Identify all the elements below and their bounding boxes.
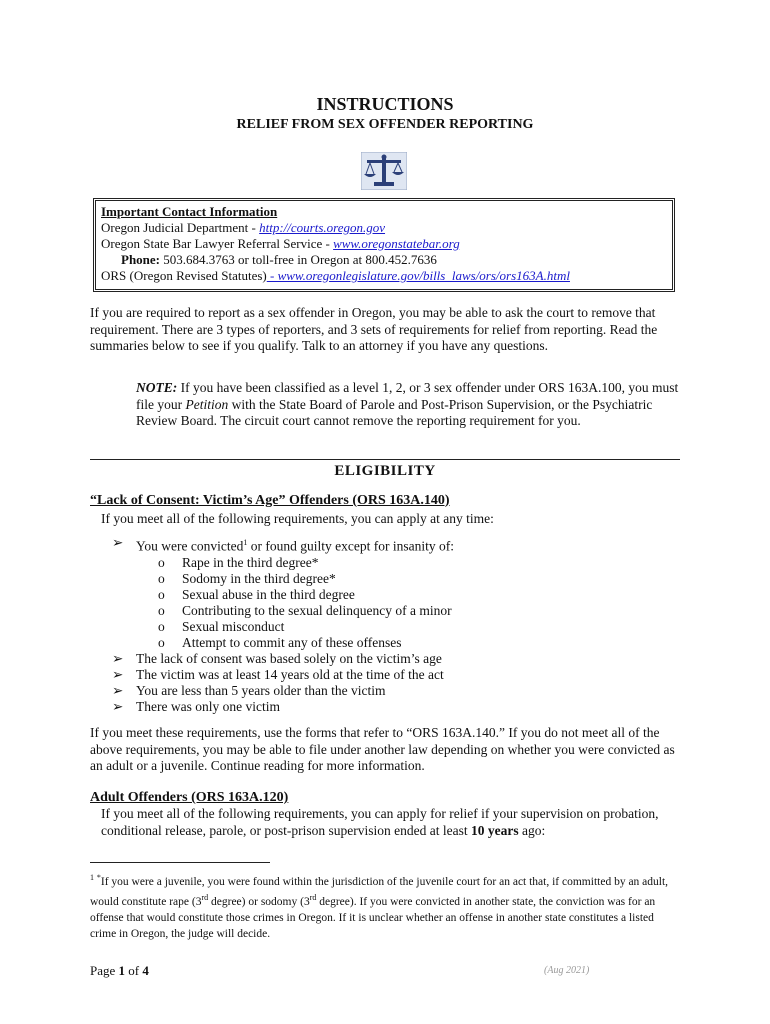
bar-link[interactable]: www.oregonstatebar.org bbox=[333, 236, 460, 251]
intro-paragraph: If you are required to report as a sex offender in Oregon, you may be able to ask the court to remove that requirement. There are 3 types of reporters, and 3 sets of requirements for relief from reporting. Read the summaries below to see if you qualify. Talk to an attorney if you have any questions. bbox=[90, 305, 658, 353]
list-item: ➢ There was only one victim bbox=[112, 698, 280, 714]
section2-heading: Adult Offenders (ORS 163A.120) bbox=[90, 790, 289, 805]
note-paragraph bbox=[136, 380, 681, 430]
footnote: $^1$ *If you were a juvenile, you were found within the jurisdiction of the juvenile court for an act that, if committed by an adult, would constitute rape (3rd degree) or sodomy (3rd degree). If you were convicted in another state, the conviction was for an offense that would constitute those crimes in Oregon. If it is unclear whether an offense in another state constitutes a listed crime in Oregon, the judge will decide. bbox=[90, 873, 669, 940]
scales-of-justice-icon bbox=[361, 152, 407, 190]
list-item: o Rape in the third degree* bbox=[158, 554, 319, 570]
phone-text: 503.684.3763 or toll-free in Oregon at 800.452.7636 bbox=[160, 252, 437, 267]
list-item: o Sexual abuse in the third degree bbox=[158, 586, 355, 602]
contact-info-box bbox=[93, 198, 675, 292]
ojd-label: Oregon Judicial Department - bbox=[101, 220, 260, 235]
ojd-line bbox=[101, 220, 667, 236]
list-item: o Sexual misconduct bbox=[158, 618, 285, 634]
circle-bullet-icon: o bbox=[158, 602, 165, 618]
eligibility-heading: ELIGIBILITY bbox=[334, 463, 436, 479]
list-item: o Sodomy in the third degree* bbox=[158, 570, 336, 586]
circle-bullet-icon: o bbox=[158, 586, 165, 602]
phone-label: Phone: bbox=[121, 252, 160, 267]
page-title: INSTRUCTIONS bbox=[316, 94, 454, 114]
section2-lead: If you meet all of the following requirements, you can apply for relief if your supervision on probation, conditional release, parole, or post-prison supervision ended at least 10 years ago: bbox=[101, 806, 659, 838]
list-item: ➢ The lack of consent was based solely on the victim’s age bbox=[112, 650, 442, 666]
list-item: ➢ You are less than 5 years older than the victim bbox=[112, 682, 386, 698]
ojd-link[interactable]: http://courts.oregon.gov bbox=[259, 220, 386, 235]
section1-after: If you meet these requirements, use the forms that refer to “ORS 163A.140.” If you do not meet all of the above requirements, you may be able to file under another law depending on whether you were convicted as an adult or a juvenile. Continue reading for more information. bbox=[90, 725, 675, 773]
arrow-bullet-icon: ➢ bbox=[112, 698, 124, 714]
page-subtitle: RELIEF FROM SEX OFFENDER REPORTING bbox=[236, 117, 534, 132]
section1-lead: If you meet all of the following requirements, you can apply at any time: bbox=[101, 511, 494, 526]
page-number: Page 1 of 4 bbox=[90, 963, 149, 978]
offense-list bbox=[158, 555, 672, 651]
circle-bullet-icon: o bbox=[158, 554, 165, 570]
revision-date: (Aug 2021) bbox=[544, 965, 590, 976]
section-divider bbox=[90, 459, 680, 460]
section1-heading: “Lack of Consent: Victim’s Age” Offenders (ORS 163A.140) bbox=[90, 493, 450, 508]
circle-bullet-icon: o bbox=[158, 634, 165, 650]
note-text-2: with the State Board of Parole and Post-Prison Supervision, or the Psychiatric Review Board. The circuit court cannot remove the reporting requirement for you. bbox=[136, 396, 653, 428]
bar-label: Oregon State Bar Lawyer Referral Service - bbox=[101, 236, 334, 251]
list-item: ➢ The victim was at least 14 years old at the time of the act bbox=[112, 666, 444, 682]
contact-heading: Important Contact Information bbox=[101, 204, 278, 219]
circle-bullet-icon: o bbox=[158, 618, 165, 634]
note-petition: Petition bbox=[185, 396, 229, 412]
phone-line bbox=[101, 252, 667, 268]
section1-requirements bbox=[112, 535, 672, 715]
circle-bullet-icon: o bbox=[158, 570, 165, 586]
arrow-bullet-icon: ➢ bbox=[112, 535, 124, 550]
list-item: o Attempt to commit any of these offenses bbox=[158, 634, 402, 650]
list-item: ➢ You were convicted$^1$ or found guilty except for insanity of: o Rape in the third degree* o Sodomy in the third degree* o Sexual abuse in the third degree o Contributing to the sexual delinquency of a minor o Sexual misconduct o Attempt to commit any of these offenses bbox=[112, 535, 672, 651]
ors-link[interactable]: - www.oregonlegislature.gov/bills_laws/ors/ors163A.html bbox=[266, 268, 570, 283]
ors-line bbox=[101, 268, 667, 284]
ors-label: ORS (Oregon Revised Statutes) bbox=[101, 268, 267, 283]
arrow-bullet-icon: ➢ bbox=[112, 650, 124, 666]
arrow-bullet-icon: ➢ bbox=[112, 666, 124, 682]
bar-line bbox=[101, 236, 667, 252]
arrow-bullet-icon: ➢ bbox=[112, 682, 124, 698]
footnote-divider bbox=[90, 862, 270, 863]
list-item: o Contributing to the sexual delinquency of a minor bbox=[158, 602, 452, 618]
note-label: NOTE: bbox=[136, 380, 178, 395]
note-text-1: If you have been classified as a level 1, 2, or 3 sex offender under ORS 163A.100, you must file your bbox=[136, 380, 679, 412]
